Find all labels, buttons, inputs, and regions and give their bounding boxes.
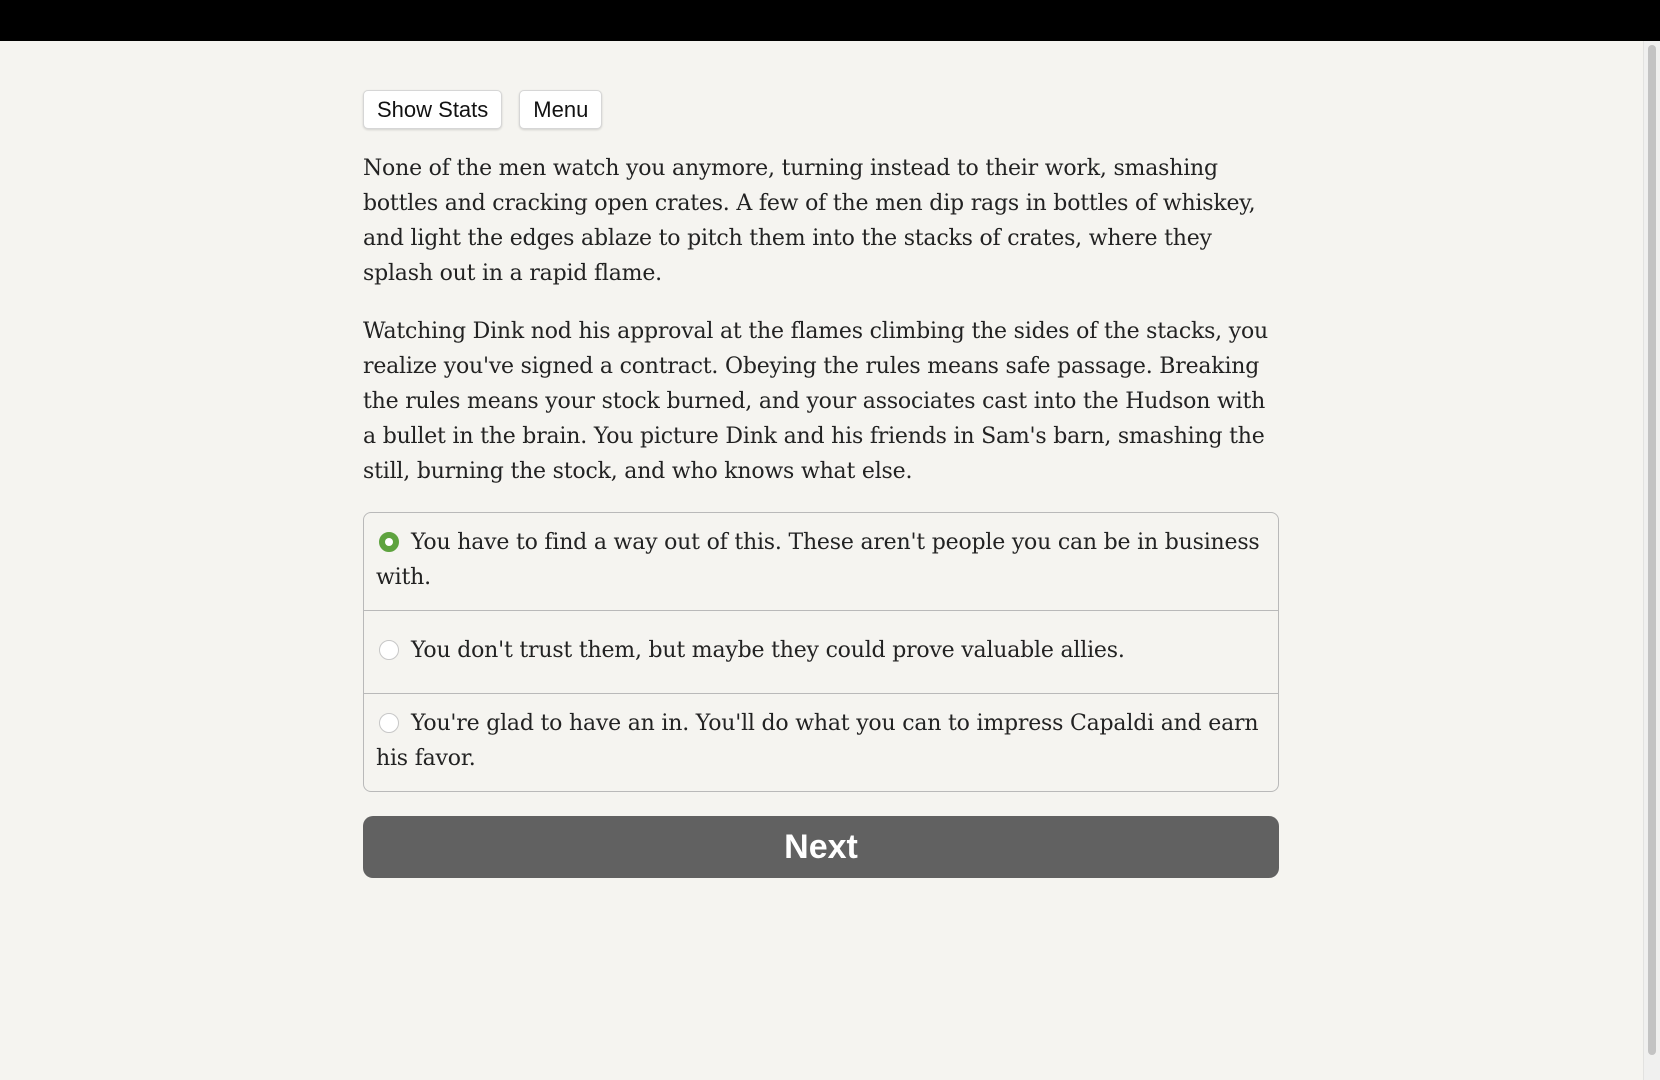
next-button[interactable]: Next [363, 816, 1279, 878]
choice-option-3[interactable] [364, 693, 1278, 791]
story-text [363, 151, 1279, 489]
menu-button[interactable]: Menu [519, 90, 602, 129]
story-paragraph: None of the men watch you anymore, turning instead to their work, smashing bottles and cracking open crates. A few of the men dip rags in bottles of whiskey, and light the edges ablaze to pitch them into the stacks of crates, where they splash out in a rapid flame. [363, 156, 1256, 286]
radio-selected-icon[interactable] [379, 532, 399, 552]
radio-unselected-icon[interactable] [379, 713, 399, 733]
top-bar [0, 0, 1660, 41]
scrollbar-thumb[interactable] [1648, 45, 1656, 1055]
toolbar [363, 90, 1279, 129]
choice-label: You have to find a way out of this. These aren't people you can be in business with. [376, 530, 1260, 590]
choice-option-2[interactable] [364, 610, 1278, 693]
show-stats-button[interactable]: Show Stats [363, 90, 502, 129]
scrollbar[interactable] [1643, 41, 1660, 1080]
choice-label: You don't trust them, but maybe they could prove valuable allies. [411, 638, 1125, 663]
story-paragraph: Watching Dink nod his approval at the flames climbing the sides of the stacks, you realize you've signed a contract. Obeying the rules means safe passage. Breaking the rules means your stock burned, and your associates cast into the Hudson with a bullet in the brain. You picture Dink and his friends in Sam's barn, smashing the still, burning the stock, and who knows what else. [363, 319, 1269, 484]
choice-label: You're glad to have an in. You'll do what you can to impress Capaldi and earn his favor. [376, 711, 1259, 771]
choice-option-1[interactable] [364, 513, 1278, 610]
game-container [363, 90, 1279, 878]
radio-unselected-icon[interactable] [379, 640, 399, 660]
choice-list [363, 512, 1279, 792]
